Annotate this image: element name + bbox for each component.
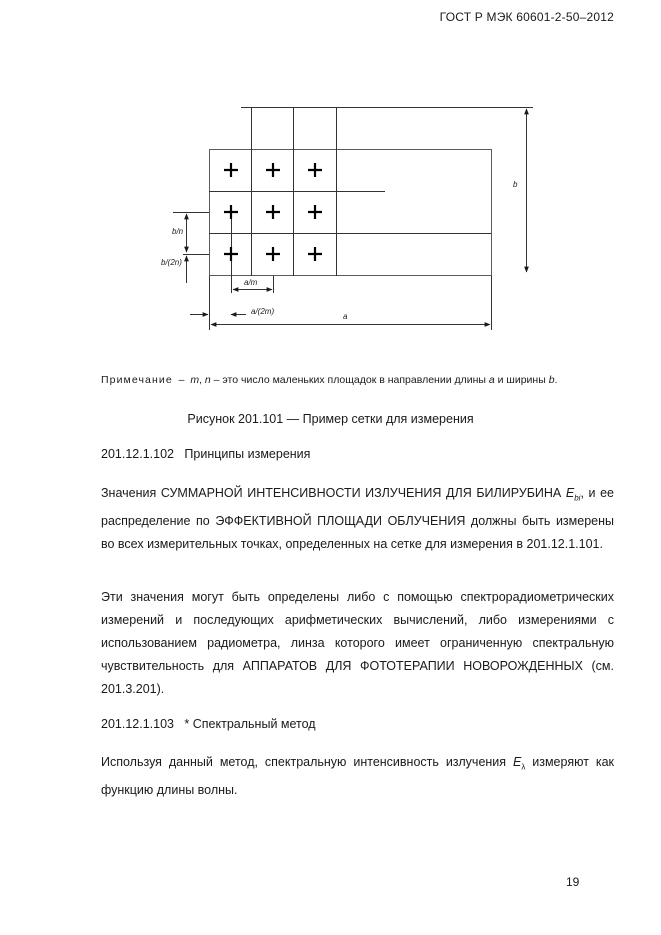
label-b-over-n: b/n [172,227,184,236]
measurement-point [308,163,322,177]
section-heading-spectral-method [101,717,316,731]
note-var-m: m [190,374,200,386]
label-b-over-2n: b/(2n) [161,258,182,267]
note-var-b: b [548,374,555,386]
measurement-point [224,247,238,261]
measurement-point [266,205,280,219]
measurement-point [266,247,280,261]
document-header: ГОСТ Р МЭК 60601-2-50–2012 [439,10,614,24]
page-number: 19 [566,875,580,889]
measurement-point [308,247,322,261]
measurement-point [266,163,280,177]
label-a-over-2m: a/(2m) [251,307,275,316]
paragraph: Эти значения могут быть определены либо с помощью спектрорадиометрических измерений и последующих арифметических вычислений, либо измерениями с использованием радиометра, линза которого имеет ограниченную спектральную чувствительность для АППАРАТОВ ДЛЯ ФОТОТЕРАПИИ НОВОРОЖДЕННЫХ (см. 201.3.201). [101,590,614,696]
section-title: Принципы измерения [184,447,311,461]
label-a: a [343,312,348,321]
label-a-over-m: a/m [244,278,258,287]
section-number: 201.12.1.103 [101,717,174,731]
note-var-n: n [204,374,211,386]
measurement-grid-figure [0,0,661,360]
section-number: 201.12.1.102 [101,447,174,461]
note-var-a: a [488,374,495,386]
label-b: b [513,180,518,189]
paragraph: Значения СУММАРНОЙ ИНТЕНСИВНОСТИ ИЗЛУЧЕНИЯ ДЛЯ БИЛИРУБИНА $E_{bi}$, и ее распределение по ЭФФЕКТИВНОЙ ПЛОЩАДИ ОБЛУЧЕНИЯ должны быть измерены во всех измерительных точках, определенных на сетке для измерения в 201.12.1.101. [101,486,614,551]
figure-note: Примечание – m, n – это число маленьких площадок в направлении длины a и ширины b. [101,374,558,386]
section-title: * Спектральный метод [184,717,316,731]
figure-caption: Рисунок 201.101 — Пример сетки для измерения [187,412,474,426]
measurement-point [224,163,238,177]
measurement-point [224,205,238,219]
paragraph: Используя данный метод, спектральную интенсивность излучения $E_\lambda$ измеряют как функцию длины волны. [101,755,614,797]
note-dash: – [178,374,185,386]
note-label: Примечание [101,374,173,386]
measurement-point [308,205,322,219]
section-heading-principles [101,447,310,461]
